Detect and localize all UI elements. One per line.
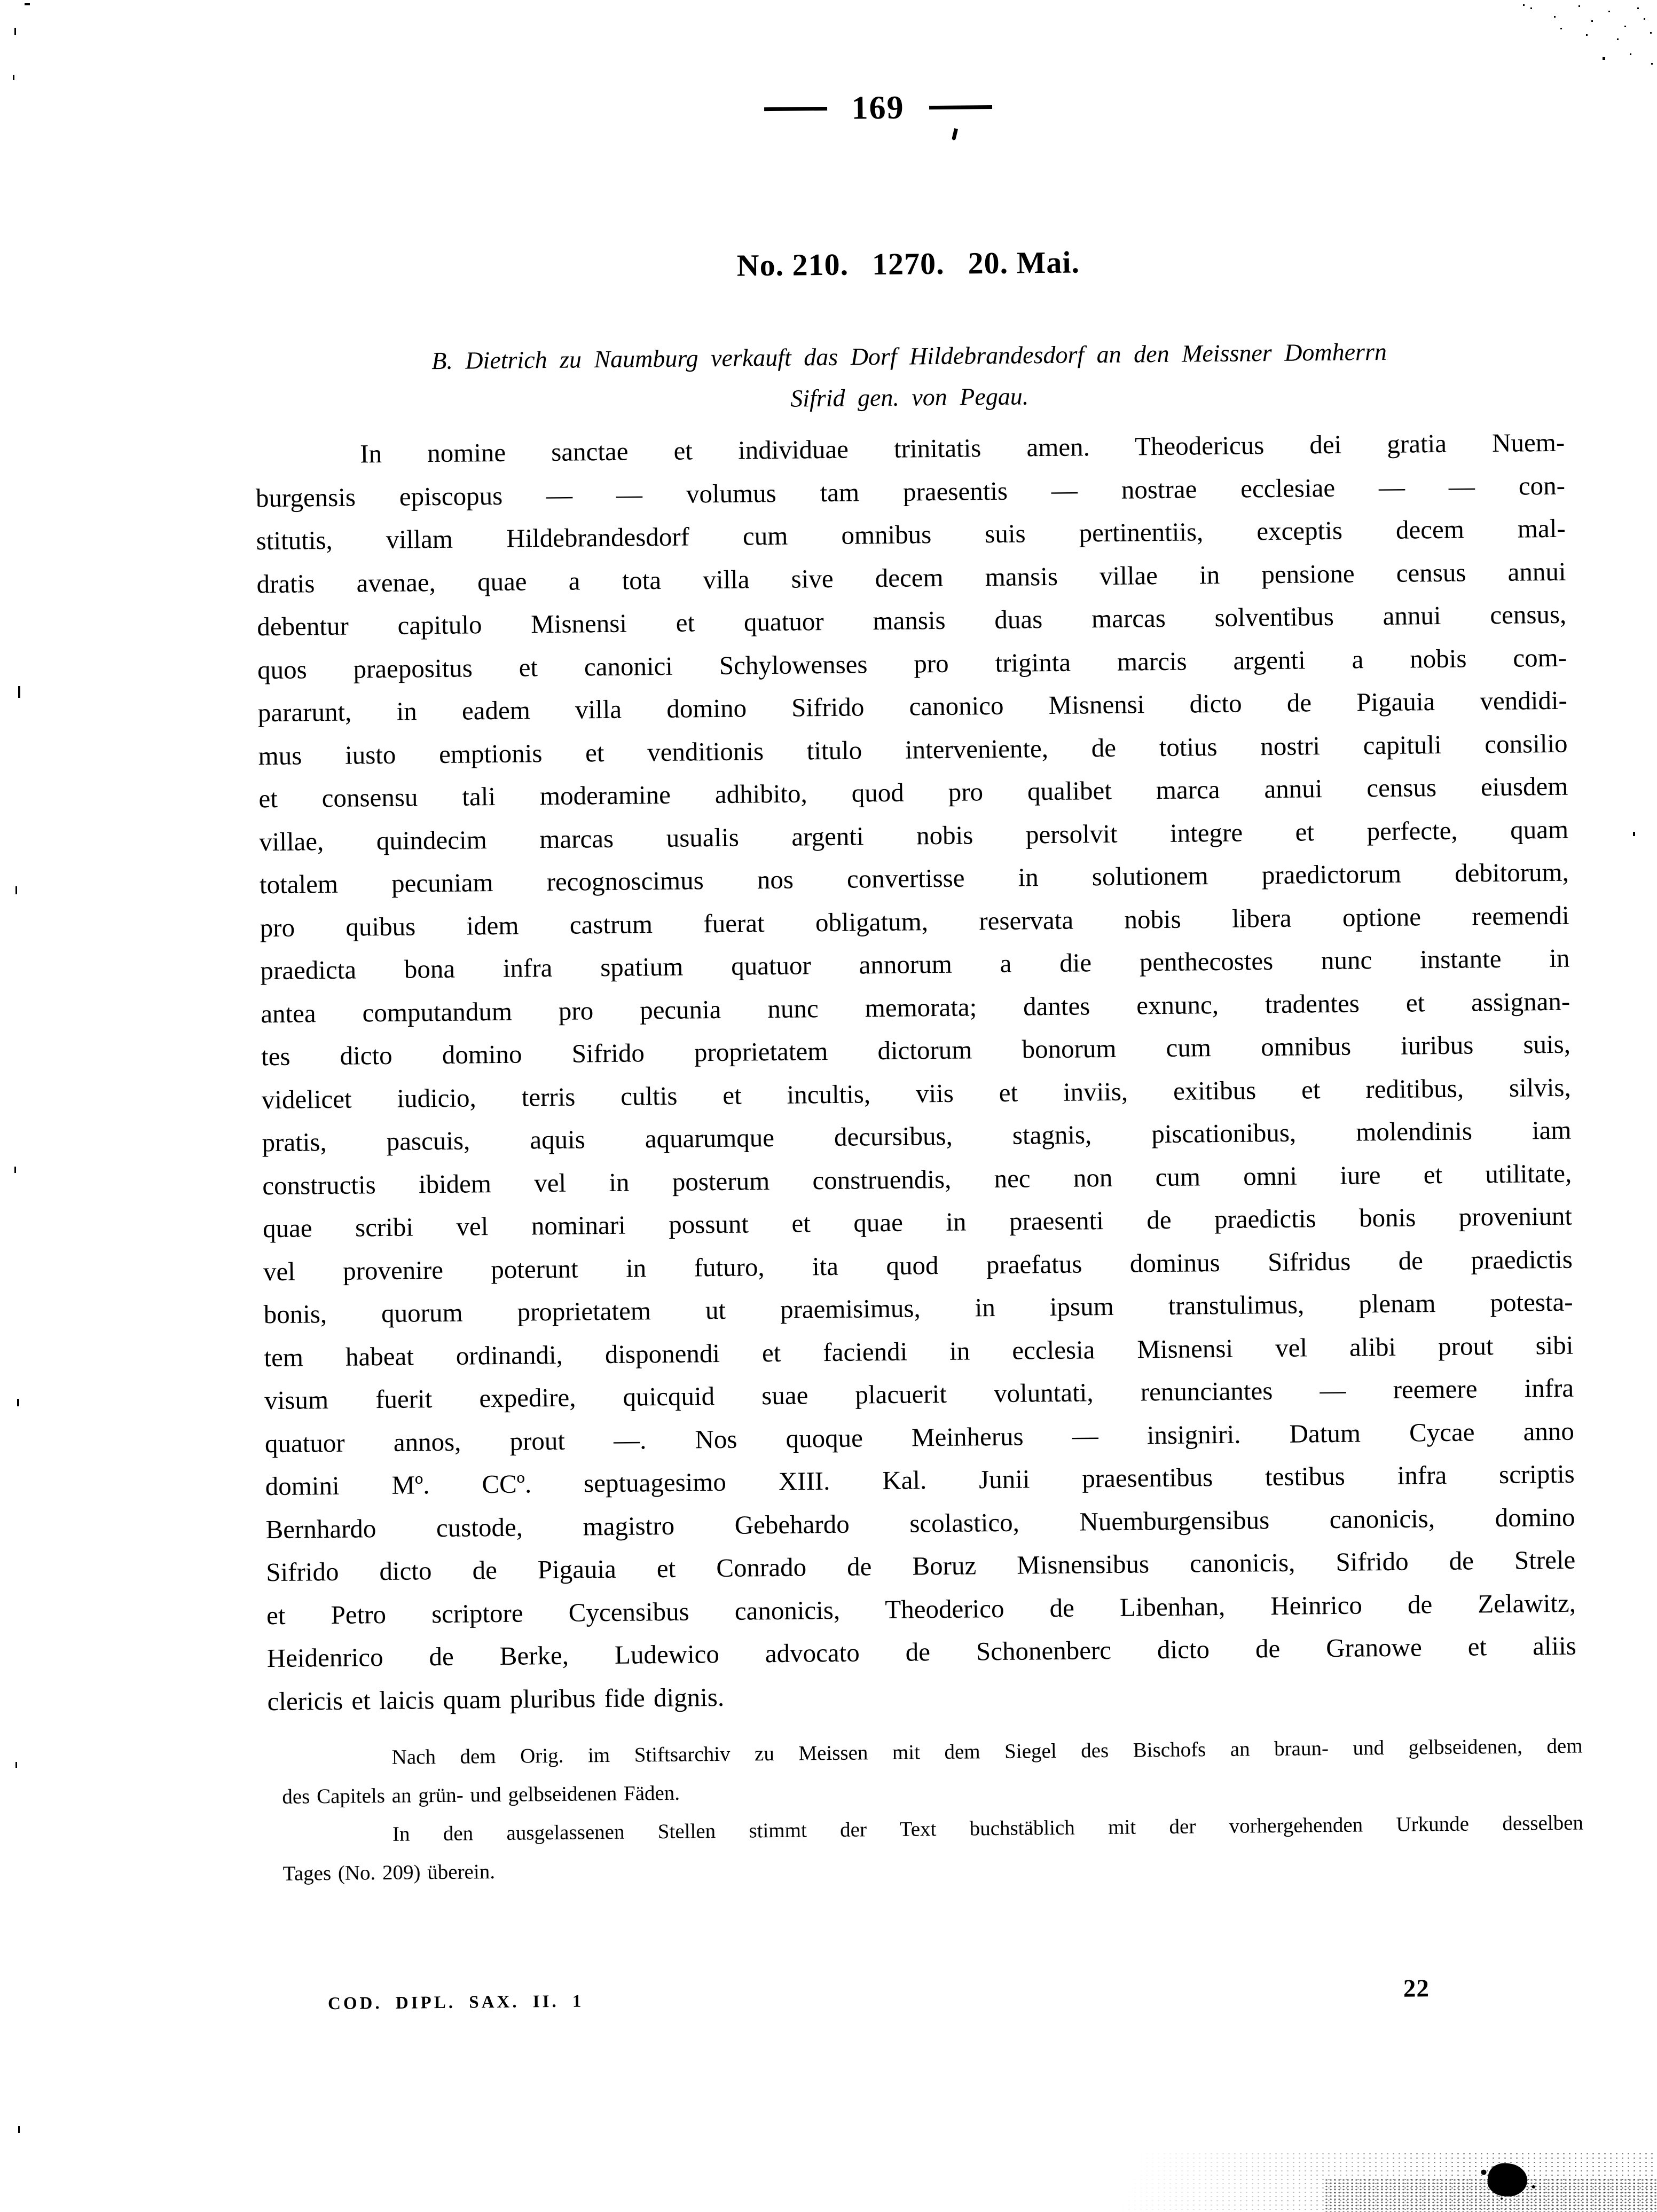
margin-artifact	[13, 75, 14, 80]
title-year: 1270.	[871, 246, 945, 282]
text-line: quae scribi vel nominari possunt et quae in praesenti de praedictis bonis proveniunt	[262, 1201, 1573, 1243]
page-number-dash-right	[929, 105, 992, 109]
text-line: praedicta bona infra spatium quatuor annorum a die penthecostes nunc instante in	[260, 943, 1570, 986]
text-line: visum fuerit expedire, quicquid suae placuerit voluntati, renunciantes — reemere infra	[264, 1373, 1574, 1415]
editorial-footnotes	[281, 1727, 1584, 1893]
margin-artifact	[1633, 832, 1635, 836]
text-line: In den ausgelassenen Stellen stimmt der Text buchstäblich mit der vorhergehenden Urkunde desselben	[392, 1811, 1584, 1846]
text-line: tes dicto domino Sifrido proprietatem dictorum bonorum cum omnibus iuribus suis,	[261, 1029, 1571, 1072]
text-line: villae, quindecim marcas usualis argenti nobis persolvit integre et perfecte, quam	[258, 814, 1569, 856]
text-line: clericis et laicis quam pluribus fide dignis.	[267, 1682, 725, 1716]
text-line: domini Mº. CCº. septuagesimo XIII. Kal. Junii praesentibus testibus infra scriptis	[265, 1459, 1575, 1501]
margin-artifact	[14, 28, 16, 35]
text-line: vel provenire poterunt in futuro, ita quod praefatus dominus Sifridus de praedictis	[263, 1244, 1573, 1286]
sheet-number: 22	[1403, 1974, 1430, 2003]
text-line: Tages (No. 209) überein.	[282, 1860, 496, 1885]
text-line: pararunt, in eadem villa domino Sifrido canonico Misnensi dicto de Pigauia vendidi-	[257, 685, 1568, 728]
text-line: dratis avenae, quae a tota villa sive decem mansis villae in pensione census annui	[256, 556, 1566, 599]
text-line: totalem pecuniam recognoscimus nos convertisse in solutionem praedictorum debitorum,	[259, 857, 1569, 900]
text-line: pratis, pascuis, aquis aquarumque decursibus, stagnis, piscationibus, molendinis iam	[262, 1115, 1572, 1158]
document-title	[254, 240, 1564, 288]
text-line: videlicet iudicio, terris cultis et incultis, viis et inviis, exitibus et reditibus, silvis,	[261, 1072, 1571, 1114]
margin-artifact	[14, 1167, 16, 1173]
text-line: debentur capitulo Misnensi et quatuor mansis duas marcas solventibus annui census,	[257, 599, 1567, 642]
document-subtitle	[254, 329, 1564, 424]
margin-artifact	[18, 2126, 20, 2133]
text-line: In nomine sanctae et individuae trinitatis amen. Theodericus dei gratia Nuem-	[359, 427, 1565, 469]
text-line: mus iusto emptionis et venditionis titulo interveniente, de totius nostri capituli consilio	[258, 728, 1568, 770]
margin-artifact	[15, 1762, 17, 1768]
text-line: constructis ibidem vel in posterum construendis, nec non cum omni iure et utilitate,	[262, 1158, 1572, 1200]
margin-artifact	[25, 3, 30, 5]
scan-noise-top-right	[1523, 4, 1525, 6]
text-line: et consensu tali moderamine adhibito, quod pro qualibet marca annui census eiusdem	[258, 771, 1568, 814]
text-line: quos praepositus et canonici Schylowenses pro triginta marcis argenti a nobis com-	[257, 642, 1567, 684]
text-line: quatuor annos, prout —. Nos quoque Meinherus — insigniri. Datum Cycae anno	[264, 1416, 1575, 1458]
text-line: pro quibus idem castrum fuerat obligatum, reservata nobis libera optione reemendi	[260, 900, 1569, 942]
page-number: 169	[851, 89, 905, 127]
series-signature: COD. DIPL. SAX. II. 1	[327, 1991, 584, 2014]
text-line: burgensis episcopus — — volumus tam praesentis — nostrae ecclesiae — — con-	[255, 470, 1566, 513]
text-line: Heidenrico de Berke, Ludewico advocato de Schonenberc dicto de Granowe et aliis	[266, 1631, 1577, 1673]
title-date: 20. Mai.	[968, 245, 1080, 281]
text-line: stitutis, villam Hildebrandesdorf cum omnibus suis pertinentiis, exceptis decem mal-	[256, 513, 1566, 556]
text-line: Sifrido dicto de Pigauia et Conrado de Boruz Misnensibus canonicis, Sifrido de Strele	[266, 1545, 1576, 1587]
page-header	[702, 88, 1055, 128]
subtitle-line-2: Sifrid gen. von Pegau.	[790, 382, 1029, 412]
title-doc-no: No. 210.	[736, 247, 849, 283]
text-line: antea computandum pro pecunia nunc memorata; dantes exnunc, tradentes et assignan-	[261, 986, 1570, 1028]
text-line: et Petro scriptore Cycensibus canonicis, Theoderico de Libenhan, Heinrico de Zelawitz,	[266, 1588, 1576, 1630]
text-line: Bernhardo custode, magistro Gebehardo scolastico, Nuemburgensibus canonicis, domino	[265, 1502, 1575, 1544]
margin-artifact	[15, 886, 17, 894]
charter-body-text	[255, 421, 1577, 1723]
margin-artifact	[18, 686, 20, 698]
text-line: des Capitels an grün- und gelbseidenen Fäden.	[282, 1781, 680, 1808]
text-line: bonis, quorum proprietatem ut praemisimus, in ipsum transtulimus, plenam potesta-	[263, 1287, 1573, 1329]
subtitle-line-1: B. Dietrich zu Naumburg verkauft das Dorf Hildebrandesdorf an den Meissner Domherrn	[431, 337, 1387, 375]
margin-artifact	[17, 1399, 19, 1406]
stray-mark-artifact	[952, 128, 958, 140]
text-line: Nach dem Orig. im Stiftsarchiv zu Meissen mit dem Siegel des Bischofs an braun- und gelbseidenen, dem	[391, 1734, 1583, 1769]
page-number-dash-left	[764, 106, 827, 111]
text-line: tem habeat ordinandi, disponendi et faciendi in ecclesia Misnensi vel alibi prout sibi	[264, 1330, 1574, 1372]
